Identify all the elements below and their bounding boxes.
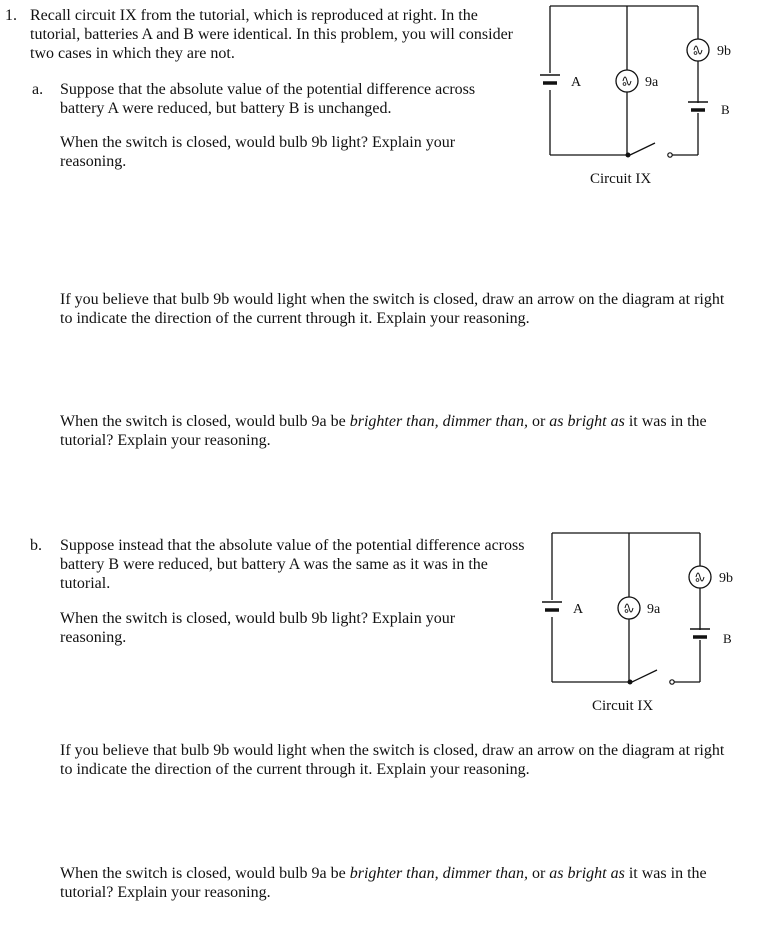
part-b-question-1: When the switch is closed, would bulb 9b light? Explain your reasoning. — [60, 610, 456, 646]
battery-b-label: B — [721, 102, 730, 117]
bulb-9a-label: 9a — [647, 602, 661, 617]
bulb-9b-symbol — [689, 566, 711, 588]
part-b-question-3: When the switch is closed, would bulb 9a be brighter than, dimmer than, or as bright as it was in the tutorial? Explain your reasoning. — [60, 865, 707, 901]
bulb-9a-label: 9a — [645, 75, 659, 90]
circuit-caption: Circuit IX — [590, 171, 652, 187]
bulb-9a-symbol — [616, 70, 638, 92]
battery-b-symbol — [690, 629, 710, 637]
bulb-9b-label: 9b — [717, 44, 731, 59]
battery-a-symbol — [542, 602, 562, 610]
battery-a-symbol — [540, 75, 560, 83]
part-b-setup: Suppose instead that the absolute value of the potential difference across battery B were reduced, but battery A was the same as it was in the tutorial. — [60, 537, 525, 592]
switch-contact — [628, 680, 633, 685]
problem-intro: Recall circuit IX from the tutorial, which is reproduced at right. In the tutorial, batteries A and B were identical. In this problem, you will consider two cases in which they are not. — [30, 7, 513, 62]
part-a-label: a. — [32, 81, 44, 98]
bulb-9b-symbol — [687, 39, 709, 61]
part-a-question-1: When the switch is closed, would bulb 9b light? Explain your reasoning. — [60, 134, 456, 170]
part-a-setup: Suppose that the absolute value of the potential difference across battery A were reduced, but battery B is unchanged. — [60, 81, 476, 117]
switch-contact — [626, 153, 631, 158]
switch-lever — [630, 143, 655, 155]
bulb-9a-symbol — [618, 597, 640, 619]
battery-b-symbol — [688, 102, 708, 110]
switch-contact — [670, 680, 674, 684]
problem-number: 1. — [5, 7, 17, 24]
circuit-diagram-a[interactable] — [535, 0, 745, 200]
part-a-question-3: When the switch is closed, would bulb 9a be brighter than, dimmer than, or as bright as it was in the tutorial? Explain your reasoning. — [60, 413, 707, 449]
part-a-question-2: If you believe that bulb 9b would light when the switch is closed, draw an arrow on the diagram at right to indicate the direction of the current through it. Explain your reasoning. — [60, 291, 725, 327]
switch-lever — [632, 670, 657, 682]
circuit-caption: Circuit IX — [592, 698, 654, 714]
battery-a-label: A — [573, 602, 584, 617]
switch-contact — [668, 153, 672, 157]
battery-b-label: B — [723, 631, 732, 646]
bulb-9b-label: 9b — [719, 571, 733, 586]
part-b-label: b. — [30, 537, 42, 554]
circuit-diagram-b[interactable] — [537, 527, 747, 727]
part-b-question-2: If you believe that bulb 9b would light when the switch is closed, draw an arrow on the diagram at right to indicate the direction of the current through it. Explain your reasoning. — [60, 742, 725, 778]
battery-a-label: A — [571, 75, 582, 90]
